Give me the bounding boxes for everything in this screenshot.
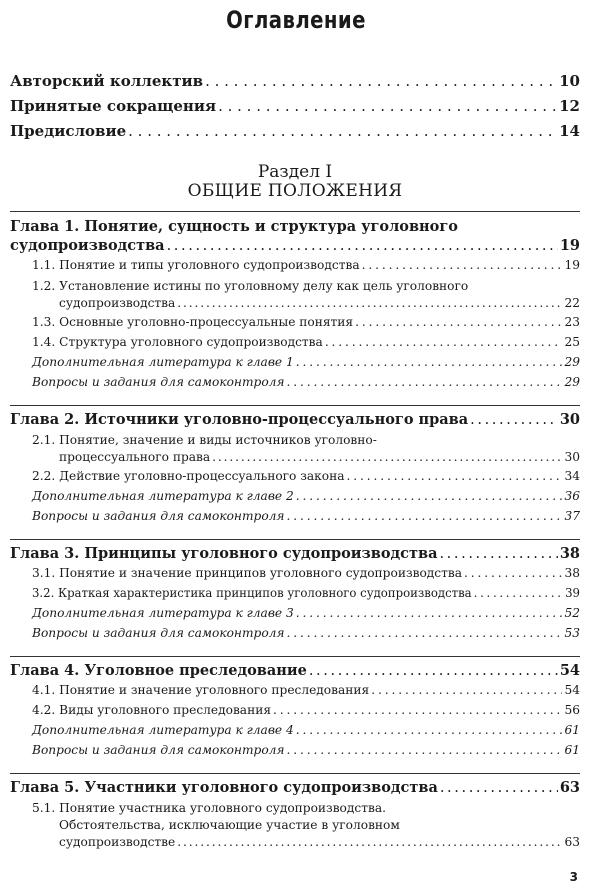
subentry-page: 23 xyxy=(564,315,580,329)
toc-subentry-questions[interactable] xyxy=(10,509,580,529)
dot-leader xyxy=(347,469,563,483)
dot-leader xyxy=(296,355,563,369)
dot-leader xyxy=(296,606,563,620)
chapter-title-row[interactable] xyxy=(10,237,580,258)
subentry-text: Дополнительная литература к главе 3 xyxy=(32,606,294,620)
toc-entry-page: 12 xyxy=(559,97,580,115)
toc-entry-text: Предисловие xyxy=(10,122,127,140)
subentry-text: Вопросы и задания для самоконтроля xyxy=(32,509,285,523)
chapter-3 xyxy=(10,539,580,646)
page-title: Оглавление xyxy=(226,6,366,34)
dot-leader xyxy=(177,295,562,312)
chapter-title[interactable]: Глава 1. Понятие, сущность и структура уголовного xyxy=(10,218,458,235)
subentry-text: Вопросы и задания для самоконтроля xyxy=(32,626,285,640)
subentry-text: Вопросы и задания для самоконтроля xyxy=(32,743,285,757)
table-of-contents xyxy=(10,72,580,854)
toc-subentry[interactable] xyxy=(10,315,580,335)
chapter-title-row[interactable] xyxy=(10,545,580,566)
subentry-page: 61 xyxy=(564,723,580,737)
subentry-page: 61 xyxy=(564,743,580,757)
subentry-text: 3.2. Краткая характеристика принципов уголовного судопроизводства xyxy=(32,586,472,600)
chapter-title: Глава 3. Принципы уголовного судопроизводства xyxy=(10,545,438,562)
dot-leader xyxy=(167,238,558,254)
toc-entry-text: Принятые сокращения xyxy=(10,97,217,115)
subentry-text: 1.4. Структура уголовного судопроизводства xyxy=(32,335,323,349)
subentry-page: 25 xyxy=(564,335,580,349)
dot-leader xyxy=(371,683,562,697)
dot-leader xyxy=(309,663,558,679)
dot-leader xyxy=(464,566,563,580)
toc-subentry-questions[interactable] xyxy=(10,375,580,395)
dot-leader xyxy=(177,834,562,851)
subentry-text: Вопросы и задания для самоконтроля xyxy=(32,375,285,389)
subentry-text: 5.1. Понятие участника уголовного судопроизводства. xyxy=(32,801,386,815)
chapter-title: Глава 4. Уголовное преследование xyxy=(10,662,307,679)
dot-leader xyxy=(440,780,558,796)
chapter-title: Глава 2. Источники уголовно-процессуального права xyxy=(10,411,469,428)
dot-leader xyxy=(296,723,563,737)
toc-entry-preface[interactable] xyxy=(10,122,580,147)
dot-leader xyxy=(355,315,562,329)
subentry-page: 29 xyxy=(564,355,580,369)
toc-entry-page: 10 xyxy=(559,72,580,90)
chapter-page: 54 xyxy=(559,662,580,679)
dot-leader xyxy=(439,546,557,562)
chapter-1 xyxy=(10,211,580,395)
subentry-page: 22 xyxy=(564,296,580,310)
subentry-text: 3.1. Понятие и значение принципов уголовного судопроизводства xyxy=(32,566,462,580)
chapter-title-row[interactable] xyxy=(10,779,580,800)
dot-leader xyxy=(296,489,563,503)
toc-subentry-literature[interactable] xyxy=(10,489,580,509)
toc-subentry[interactable] xyxy=(10,335,580,355)
toc-subentry[interactable] xyxy=(10,469,580,489)
toc-entry-text: Авторский коллектив xyxy=(10,72,204,90)
subentry-page: 37 xyxy=(564,509,580,523)
section-label: Раздел I xyxy=(257,162,333,182)
subentry-text-cont: процессуального права xyxy=(59,450,211,464)
subentry-page: 29 xyxy=(564,375,580,389)
subentry-text: 2.2. Действие уголовно-процессуального закона xyxy=(32,469,345,483)
chapter-page: 63 xyxy=(559,779,580,796)
toc-subentry-questions[interactable] xyxy=(10,743,580,763)
subentry-page: 38 xyxy=(564,566,580,580)
subentry-text-cont: судопроизводстве xyxy=(59,835,176,849)
subentry-text: 1.3. Основные уголовно-процессуальные понятия xyxy=(32,315,354,329)
subentry-page: 39 xyxy=(565,586,580,600)
dot-leader xyxy=(128,122,557,140)
subentry-text: 1.1. Понятие и типы уголовного судопроизводства xyxy=(32,258,360,272)
subentry-text: Дополнительная литература к главе 2 xyxy=(32,489,294,503)
chapter-2 xyxy=(10,405,580,529)
toc-subentry-literature[interactable] xyxy=(10,606,580,626)
chapter-page: 19 xyxy=(559,237,580,254)
section-name: ОБЩИЕ ПОЛОЖЕНИЯ xyxy=(187,181,403,201)
dot-leader xyxy=(474,586,563,600)
toc-subentry[interactable] xyxy=(10,258,580,278)
toc-subentry[interactable] xyxy=(10,586,580,606)
toc-entry-page: 14 xyxy=(559,122,580,140)
subentry-page: 63 xyxy=(564,835,580,849)
subentry-cont-row xyxy=(32,449,580,469)
subentry-page: 54 xyxy=(564,683,580,697)
subentry-text: 1.2. Установление истины по уголовному делу как цель уголовного xyxy=(32,279,469,293)
chapter-title-row[interactable] xyxy=(10,662,580,683)
toc-subentry-literature[interactable] xyxy=(10,723,580,743)
subentry-text-cont: судопроизводства xyxy=(59,296,176,310)
chapter-title-row[interactable] xyxy=(10,411,580,432)
toc-entry-abbreviations[interactable] xyxy=(10,97,580,122)
chapter-page: 38 xyxy=(559,545,580,562)
subentry-page: 36 xyxy=(564,489,580,503)
dot-leader xyxy=(212,449,562,466)
dot-leader xyxy=(287,509,563,523)
toc-subentry-literature[interactable] xyxy=(10,355,580,375)
dot-leader xyxy=(205,72,557,90)
subentry-text: 4.1. Понятие и значение уголовного преследования xyxy=(32,683,370,697)
chapter-5 xyxy=(10,773,580,854)
subentry-text: Дополнительная литература к главе 1 xyxy=(32,355,294,369)
toc-subentry[interactable] xyxy=(10,703,580,723)
dot-leader xyxy=(273,703,562,717)
toc-subentry[interactable] xyxy=(10,683,580,703)
dot-leader xyxy=(287,626,563,640)
subentry-page: 19 xyxy=(564,258,580,272)
toc-entry-authors[interactable] xyxy=(10,72,580,97)
subentry-text-cont: Обстоятельства, исключающие участие в уголовном xyxy=(59,818,400,832)
subentry-page: 56 xyxy=(564,703,580,717)
dot-leader xyxy=(325,335,563,349)
dot-leader xyxy=(287,743,563,757)
dot-leader xyxy=(287,375,563,389)
subentry-cont-row xyxy=(32,834,580,854)
chapter-4 xyxy=(10,656,580,763)
subentry-text: 4.2. Виды уголовного преследования xyxy=(32,703,272,717)
subentry-cont-row xyxy=(32,295,580,315)
dot-leader xyxy=(218,97,557,115)
subentry-page: 53 xyxy=(564,626,580,640)
subentry-text: Дополнительная литература к главе 4 xyxy=(32,723,294,737)
dot-leader xyxy=(362,258,563,272)
page-number: 3 xyxy=(569,870,578,884)
subentry-page: 52 xyxy=(564,606,580,620)
chapter-title-cont: судопроизводства xyxy=(10,237,165,254)
toc-subentry-questions[interactable] xyxy=(10,626,580,646)
toc-subentry[interactable] xyxy=(10,566,580,586)
chapter-title: Глава 5. Участники уголовного судопроизводства xyxy=(10,779,438,796)
chapter-page: 30 xyxy=(559,411,580,428)
subentry-text: 2.1. Понятие, значение и виды источников уголовно- xyxy=(32,433,377,447)
toc-subentry[interactable] xyxy=(10,432,580,469)
subentry-page: 30 xyxy=(564,450,580,464)
toc-subentry[interactable] xyxy=(10,278,580,315)
toc-subentry[interactable] xyxy=(10,800,580,854)
dot-leader xyxy=(470,412,558,428)
subentry-page: 34 xyxy=(564,469,580,483)
